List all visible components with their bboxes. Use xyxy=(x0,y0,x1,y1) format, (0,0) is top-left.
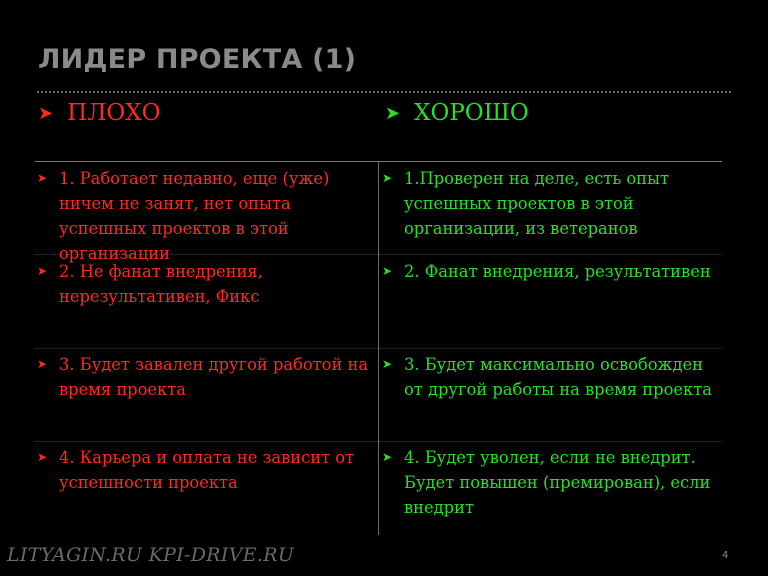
cell-text: 3. Будет максимально освобожден от другой работы на время проекта xyxy=(404,355,712,399)
slide-title: ЛИДЕР ПРОЕКТА (1) xyxy=(38,44,357,75)
cell-text: 4. Будет уволен, если не внедрит. Будет повышен (премирован), если внедрит xyxy=(404,448,711,517)
column-heading-good xyxy=(385,100,529,126)
bullet-arrow-icon: ➤ xyxy=(382,171,393,185)
cell-text: 4. Карьера и оплата не зависит от успешности проекта xyxy=(59,448,355,492)
page-number: 4 xyxy=(722,550,729,561)
bullet-arrow-icon: ➤ xyxy=(38,102,54,124)
row-divider xyxy=(35,441,722,442)
table-cell-good-4 xyxy=(382,445,720,520)
table-cell-bad-4 xyxy=(37,445,377,495)
column-heading-bad xyxy=(38,100,160,126)
table-cell-bad-2 xyxy=(37,259,377,309)
table-cell-good-2 xyxy=(382,259,720,284)
bullet-arrow-icon: ➤ xyxy=(385,102,401,124)
table-cell-good-3 xyxy=(382,352,720,402)
bullet-arrow-icon: ➤ xyxy=(382,357,393,371)
bullet-arrow-icon: ➤ xyxy=(37,357,48,371)
bullet-arrow-icon: ➤ xyxy=(37,171,48,185)
bullet-arrow-icon: ➤ xyxy=(382,264,393,278)
bullet-arrow-icon: ➤ xyxy=(37,450,48,464)
table-cell-good-1 xyxy=(382,166,720,241)
footer-brand: LITYAGIN.RU KPI-DRIVE.RU xyxy=(7,544,295,566)
table-cell-bad-1 xyxy=(37,166,377,266)
cell-text: 2. Фанат внедрения, результативен xyxy=(404,262,711,281)
column-heading-bad-label: ПЛОХО xyxy=(67,100,161,126)
table-cell-bad-3 xyxy=(37,352,377,402)
bullet-arrow-icon: ➤ xyxy=(382,450,393,464)
bullet-arrow-icon: ➤ xyxy=(37,264,48,278)
cell-text: 2. Не фанат внедрения, нерезультативен, Фикс xyxy=(59,262,263,306)
row-divider xyxy=(35,348,722,349)
title-divider xyxy=(37,91,731,93)
column-heading-good-label: ХОРОШО xyxy=(414,100,529,126)
cell-text: 1.Проверен на деле, есть опыт успешных проектов в этой организации, из ветеранов xyxy=(404,169,669,238)
cell-text: 1. Работает недавно, еще (уже) ничем не занят, нет опыта успешных проектов в этой организации xyxy=(59,169,330,263)
cell-text: 3. Будет завален другой работой на время проекта xyxy=(59,355,369,399)
comparison-table xyxy=(35,161,722,535)
